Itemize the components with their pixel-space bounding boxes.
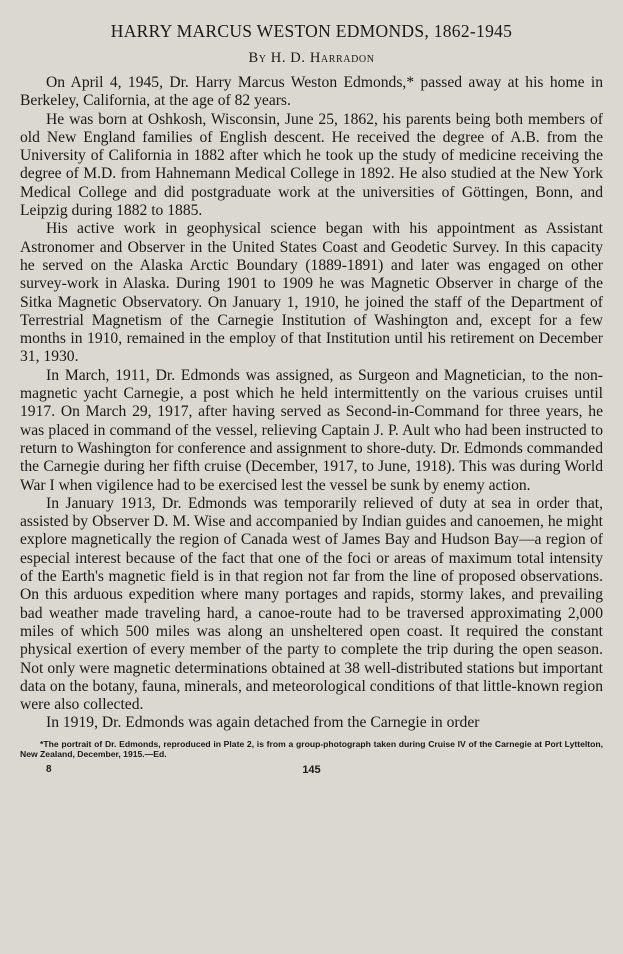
paragraph: In January 1913, Dr. Edmonds was temporarily relieved of duty at sea in order that, assisted by Observer D. M. Wise and accompanied by Indian guides and canoemen, he might explore magnetically the region of Canada west of James Bay and Hudson Bay—a region of especial interest because of the fact that one of the foci or areas of maximum total intensity of the Earth's magnetic field is in that region not far from the line of proposed observations. On this arduous expedition where many portages and rapids, stormy lakes, and prevailing bad weather made traveling hard, a canoe-route had to be traversed approximating 2,000 miles of which 500 miles was along an unsheltered open coast. It required the constant physical exertion of every member of the party to complete the trip during the open season. Not only were magnetic determinations obtained at 38 well-distributed stations but important data on the botany, fauna, minerals, and meteorological conditions of that little-known region were also collected. <box>20 494 603 714</box>
paragraph: In 1919, Dr. Edmonds was again detached from the Carnegie in order <box>46 714 480 732</box>
paragraph: He was born at Oshkosh, Wisconsin, June 25, 1862, his parents being both members of old New England families of English descent. He received the degree of A.B. from the University of California in 1882 after which he took up the study of medicine receiving the degree of M.D. from Hahnemann Medical College in 1892. He also studied at the New York Medical College and did postgraduate work at the universities of Göttingen, Bonn, and Leipzig during 1882 to 1885. <box>20 110 603 220</box>
paragraph: In March, 1911, Dr. Edmonds was assigned, as Surgeon and Magnetician, to the non-magnetic yacht Carnegie, a post which he held intermittently on the various cruises until 1917. On March 29, 1917, after having served as Second-in-Command for three years, he was placed in command of the vessel, relieving Captain J. P. Ault who had been instructed to return to Washington for conference and assignment to shore-duty. Dr. Edmonds commanded the Carnegie during her fifth cruise (December, 1917, to June, 1918). This was during World War I when vigilence had to be exercised lest the vessel be sunk by enemy action. <box>20 366 603 494</box>
footnote: *The portrait of Dr. Edmonds, reproduced in Plate 2, is from a group-photograph taken during Cruise IV of the Carnegie at Port Lyttelton, New Zealand, December, 1915.—Ed. <box>20 738 603 760</box>
author-byline: By H. D. Harradon <box>248 50 375 66</box>
article-title: HARRY MARCUS WESTON EDMONDS, 1862-1945 <box>110 21 513 41</box>
paragraph: His active work in geophysical science began with his appointment as Assistant Astronomer and Observer in the United States Coast and Geodetic Survey. In this capacity he served on the Alaska Arctic Boundary (1889-1891) and later was engaged on other survey-work in Alaska. During 1901 to 1909 he was Magnetic Observer in charge of the Sitka Magnetic Observatory. On January 1, 1910, he joined the staff of the Department of Terrestrial Magnetism of the Carnegie Institution of Washington and, except for a few months in 1910, remained in the employ of that Institution until his retirement on December 31, 1930. <box>20 220 603 366</box>
page-footer <box>20 764 603 782</box>
page-number: 145 <box>302 763 321 776</box>
paragraph: On April 4, 1945, Dr. Harry Marcus Weston Edmonds,* passed away at his home in Berkeley, California, at the age of 82 years. <box>20 74 603 110</box>
article-body <box>20 74 603 733</box>
signature-mark: 8 <box>46 763 52 775</box>
